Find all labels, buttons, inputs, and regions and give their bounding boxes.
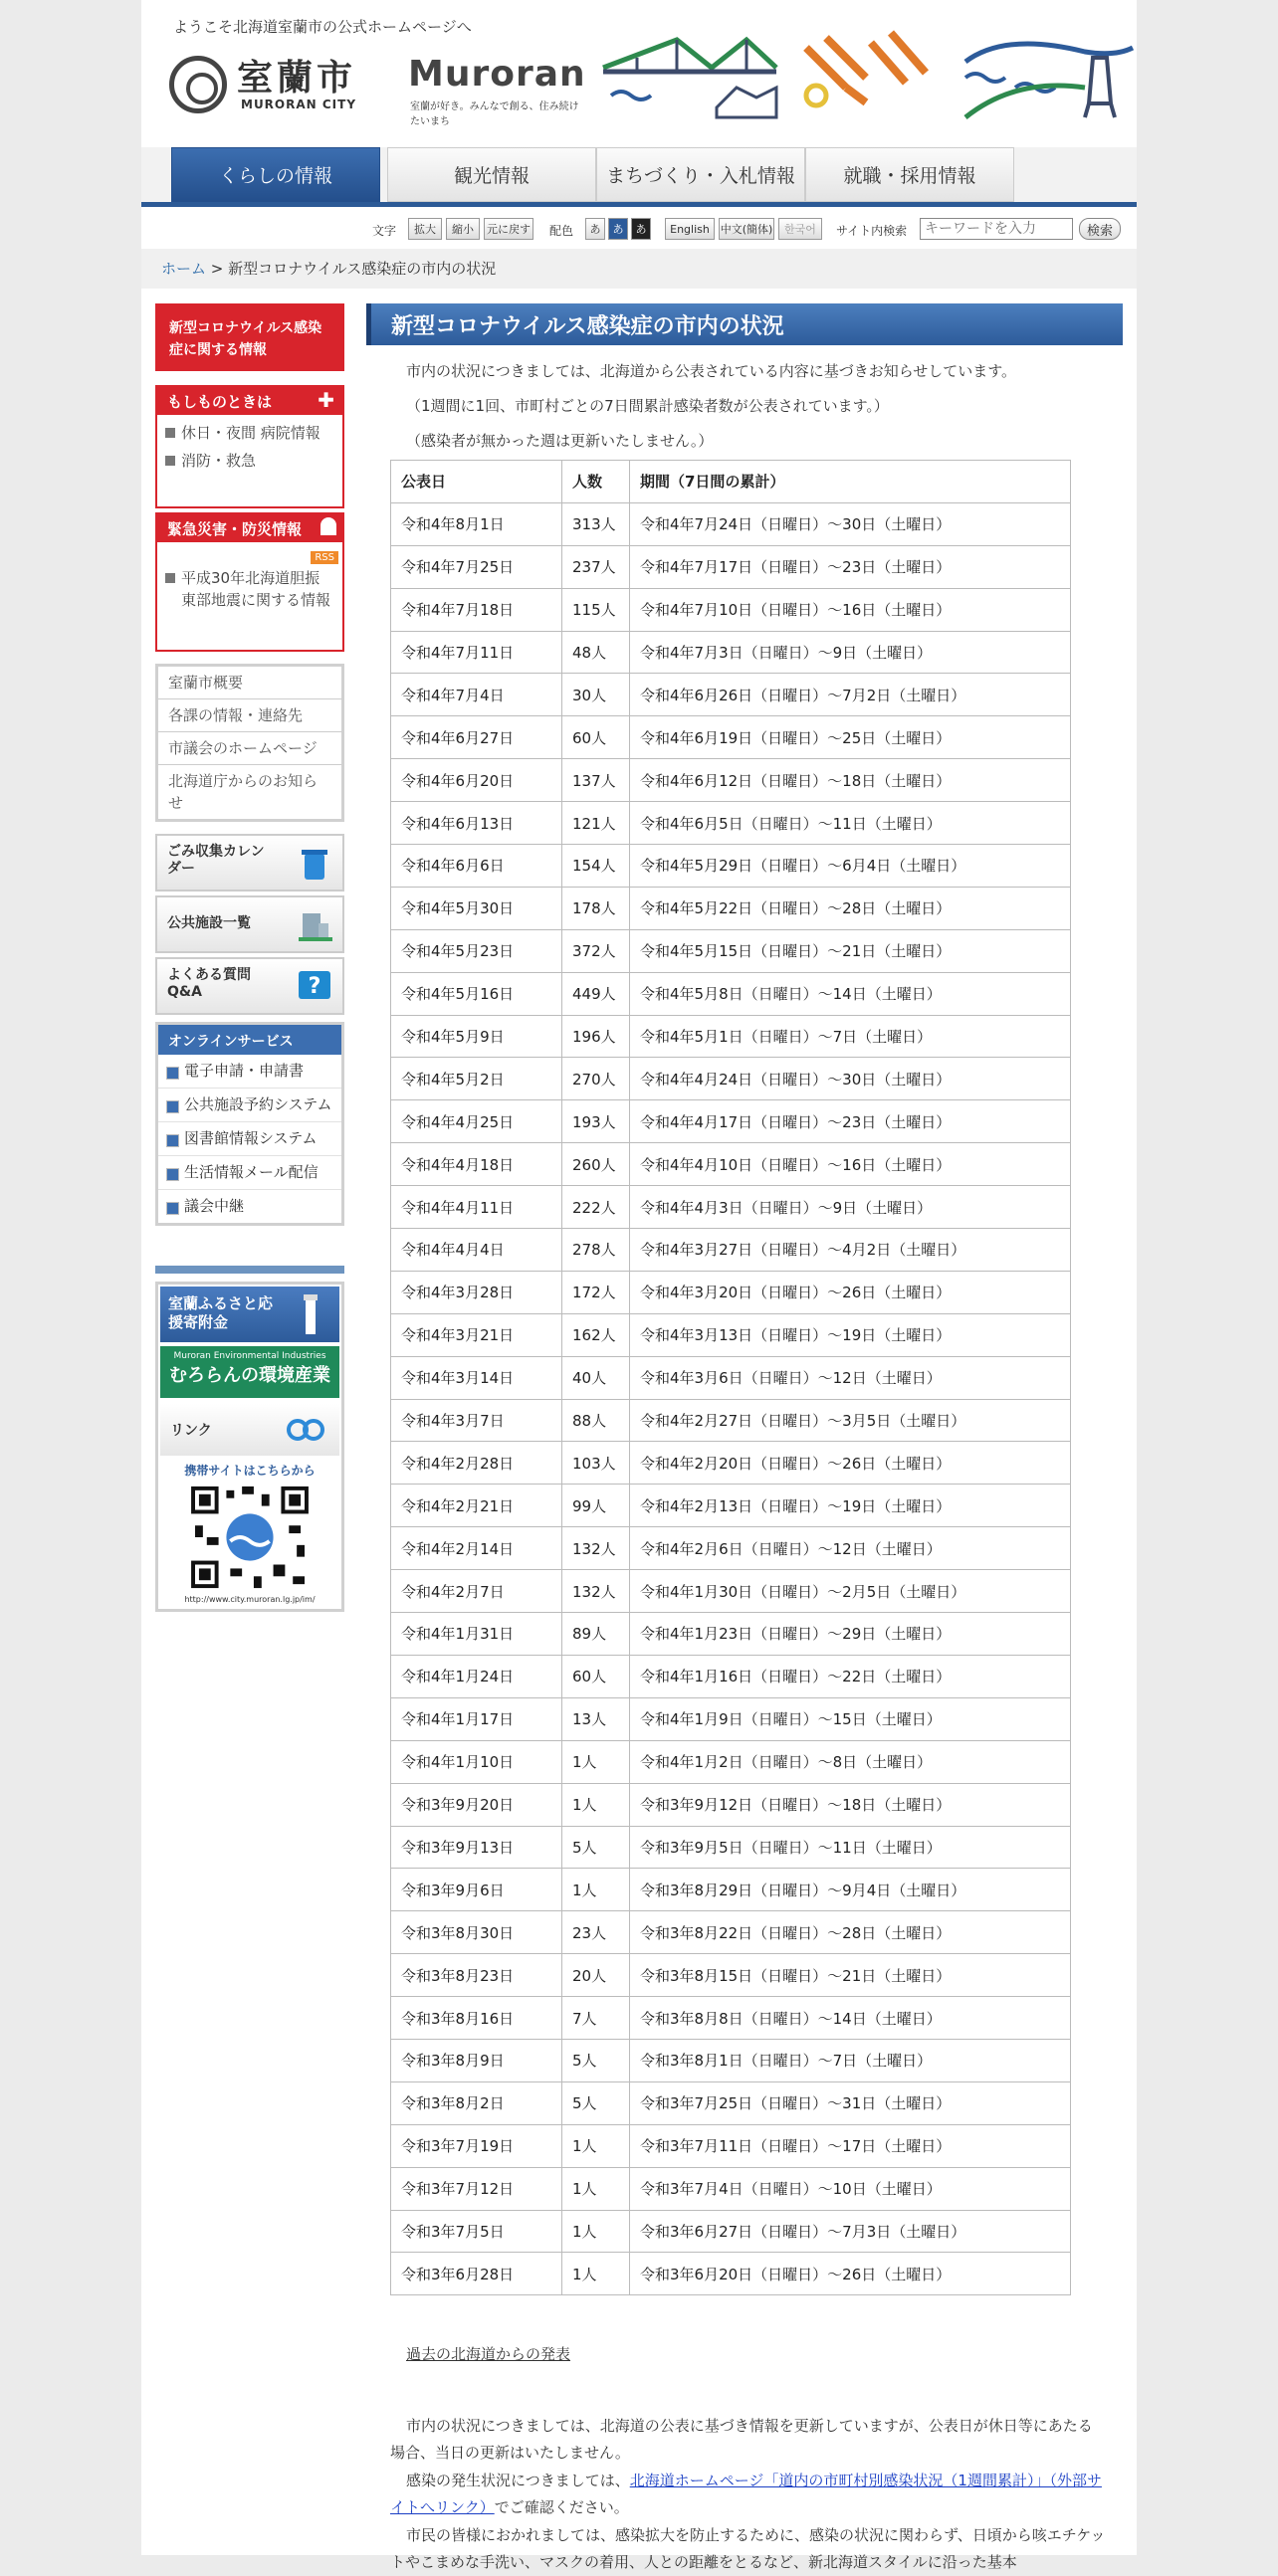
cell-period: 令和4年5月15日（日曜日）～21日（土曜日） xyxy=(630,929,1071,972)
table-row xyxy=(391,1954,1071,1997)
table-row xyxy=(391,802,1071,845)
cell-date: 令和4年6月13日 xyxy=(391,802,562,845)
cell-date: 令和4年1月24日 xyxy=(391,1655,562,1697)
cell-date: 令和4年5月30日 xyxy=(391,887,562,929)
color-label: 配色 xyxy=(549,224,574,238)
cell-date: 令和4年6月6日 xyxy=(391,845,562,888)
cell-date: 令和4年7月11日 xyxy=(391,631,562,674)
table-row xyxy=(391,887,1071,929)
sidebar-link-overview[interactable]: 室蘭市概要 xyxy=(158,667,341,699)
cases-table-body xyxy=(391,502,1071,2294)
cell-date: 令和4年5月2日 xyxy=(391,1058,562,1100)
sidebar-link-hokkaido[interactable]: 北海道庁からのお知らせ xyxy=(168,772,319,812)
table-header-row xyxy=(391,461,1071,503)
cell-period: 令和4年3月27日（日曜日）～4月2日（土曜日） xyxy=(630,1229,1071,1272)
header-count: 人数 xyxy=(562,461,630,503)
tab-machizukuri[interactable]: まちづくり・入札情報 xyxy=(596,147,805,202)
cell-date: 令和3年8月9日 xyxy=(391,2039,562,2081)
intro-line-2: （1週間に1回、市町村ごとの7日間累計感染者数が公表されています。） xyxy=(406,397,889,415)
furusato-label: 室蘭ふるさと応援寄附金 xyxy=(168,1294,274,1331)
cell-count: 115人 xyxy=(562,588,630,631)
cell-period: 令和4年7月3日（日曜日）～9日（土曜日） xyxy=(630,631,1071,674)
cell-date: 令和4年7月25日 xyxy=(391,545,562,588)
tab-shushoku[interactable]: 就職・採用情報 xyxy=(805,147,1014,202)
site-logo[interactable] xyxy=(169,50,587,127)
cell-count: 372人 xyxy=(562,929,630,972)
table-row xyxy=(391,1356,1071,1399)
cell-period: 令和4年4月10日（日曜日）～16日（土曜日） xyxy=(630,1143,1071,1186)
table-row xyxy=(391,1229,1071,1272)
table-row xyxy=(391,588,1071,631)
cell-date: 令和4年4月25日 xyxy=(391,1100,562,1143)
mobile-site-url: http://www.city.muroran.lg.jp/im/ xyxy=(184,1595,316,1604)
cell-date: 令和3年9月13日 xyxy=(391,1826,562,1869)
breadcrumb-separator: > xyxy=(206,260,229,278)
table-row xyxy=(391,929,1071,972)
header-illustration xyxy=(597,28,1135,127)
tab-kanko[interactable]: 観光情報 xyxy=(387,147,596,202)
cell-count: 260人 xyxy=(562,1143,630,1186)
cell-count: 5人 xyxy=(562,2039,630,2081)
table-row xyxy=(391,2039,1071,2081)
cell-period: 令和4年5月1日（日曜日）～7日（土曜日） xyxy=(630,1015,1071,1058)
cell-count: 178人 xyxy=(562,887,630,929)
cell-period: 令和3年6月27日（日曜日）～7月3日（土曜日） xyxy=(630,2210,1071,2253)
cell-date: 令和4年4月11日 xyxy=(391,1186,562,1229)
logo-english: MURORAN CITY xyxy=(241,98,357,111)
table-row xyxy=(391,1911,1071,1954)
promo-banners xyxy=(155,1282,344,1612)
table-row xyxy=(391,2167,1071,2210)
online-item-council-stream[interactable]: 議会中継 xyxy=(158,1190,341,1223)
cell-date: 令和4年5月9日 xyxy=(391,1015,562,1058)
cell-date: 令和4年2月7日 xyxy=(391,1570,562,1613)
cell-count: 278人 xyxy=(562,1229,630,1272)
plus-icon: ✚ xyxy=(318,388,334,412)
cell-date: 令和3年8月2日 xyxy=(391,2081,562,2124)
cell-period: 令和4年6月26日（日曜日）～7月2日（土曜日） xyxy=(630,674,1071,716)
city-seal-icon xyxy=(169,56,227,113)
cell-period: 令和4年3月6日（日曜日）～12日（土曜日） xyxy=(630,1356,1071,1399)
cell-count: 154人 xyxy=(562,845,630,888)
english-button[interactable]: English xyxy=(665,218,715,240)
faq-label: よくある質問Q&A xyxy=(167,967,251,1000)
cell-period: 令和4年6月5日（日曜日）～11日（土曜日） xyxy=(630,802,1071,845)
cell-period: 令和4年3月13日（日曜日）～19日（土曜日） xyxy=(630,1313,1071,1356)
lighthouse-icon xyxy=(296,1290,325,1338)
cell-count: 60人 xyxy=(562,1655,630,1697)
search-input[interactable] xyxy=(920,218,1073,240)
korean-button[interactable]: 한국어 xyxy=(778,218,822,240)
cell-date: 令和3年7月12日 xyxy=(391,2167,562,2210)
svg-text:?: ? xyxy=(308,974,321,999)
sidebar-item-earthquake[interactable]: 平成30年北海道胆振東部地震に関する情報 xyxy=(157,564,342,614)
cell-period: 令和4年2月13日（日曜日）～19日（土曜日） xyxy=(630,1485,1071,1527)
breadcrumb-current: 新型コロナウイルス感染症の市内の状況 xyxy=(228,260,497,278)
cell-period: 令和4年1月23日（日曜日）～29日（土曜日） xyxy=(630,1613,1071,1656)
chain-link-icon xyxy=(284,1418,327,1442)
welcome-text: ようこそ北海道室蘭市の公式ホームページへ xyxy=(173,18,472,36)
cell-count: 132人 xyxy=(562,1570,630,1613)
kankyo-title: むろらんの環境産業 xyxy=(169,1365,330,1386)
cell-period: 令和3年6月20日（日曜日）～26日（土曜日） xyxy=(630,2253,1071,2295)
cell-count: 1人 xyxy=(562,2253,630,2295)
cell-date: 令和4年1月31日 xyxy=(391,1613,562,1656)
rss-icon[interactable]: RSS xyxy=(311,551,338,564)
cell-date: 令和4年8月1日 xyxy=(391,502,562,545)
cell-count: 40人 xyxy=(562,1356,630,1399)
cell-date: 令和4年4月18日 xyxy=(391,1143,562,1186)
cell-count: 1人 xyxy=(562,1869,630,1911)
cell-count: 222人 xyxy=(562,1186,630,1229)
table-row xyxy=(391,1442,1071,1485)
cell-period: 令和4年4月24日（日曜日）～30日（土曜日） xyxy=(630,1058,1071,1100)
table-row xyxy=(391,1271,1071,1313)
breadcrumb-home-link[interactable]: ホーム xyxy=(161,260,207,278)
table-row xyxy=(391,1485,1071,1527)
logo-roman: Muroran xyxy=(408,54,586,95)
table-row xyxy=(391,1186,1071,1229)
cell-count: 270人 xyxy=(562,1058,630,1100)
sidebar-item-hospital[interactable]: 休日・夜間 病院情報 xyxy=(157,419,342,447)
cell-period: 令和3年8月1日（日曜日）～7日（土曜日） xyxy=(630,2039,1071,2081)
cell-period: 令和4年6月12日（日曜日）～18日（土曜日） xyxy=(630,759,1071,802)
color-white-button[interactable]: あ xyxy=(585,218,605,240)
cell-period: 令和4年2月27日（日曜日）～3月5日（土曜日） xyxy=(630,1399,1071,1442)
table-row xyxy=(391,545,1071,588)
sidebar-link-council[interactable]: 市議会のホームページ xyxy=(158,732,341,765)
table-row xyxy=(391,1570,1071,1613)
page-title: 新型コロナウイルス感染症の市内の状況 xyxy=(366,303,1123,345)
emergency-section xyxy=(155,385,344,508)
header-period: 期間（7日間の累計） xyxy=(630,461,1071,503)
cell-count: 132人 xyxy=(562,1527,630,1570)
table-row xyxy=(391,1697,1071,1740)
cell-count: 103人 xyxy=(562,1442,630,1485)
cell-period: 令和4年3月20日（日曜日）～26日（土曜日） xyxy=(630,1271,1071,1313)
emergency-heading xyxy=(157,387,342,415)
public-facilities-label: 公共施設一覧 xyxy=(167,915,251,931)
sidebar-links xyxy=(155,664,344,822)
cell-period: 令和4年4月17日（日曜日）～23日（土曜日） xyxy=(630,1100,1071,1143)
cell-count: 88人 xyxy=(562,1399,630,1442)
cell-date: 令和3年9月6日 xyxy=(391,1869,562,1911)
logo-tagline: 室蘭が好き。みんなで創る、住み続けたいまち xyxy=(410,101,579,127)
building-icon xyxy=(297,907,332,943)
cell-date: 令和4年1月17日 xyxy=(391,1697,562,1740)
table-row xyxy=(391,1015,1071,1058)
table-row xyxy=(391,1399,1071,1442)
breadcrumb xyxy=(141,249,1137,289)
hokkaido-status-link[interactable]: 北海道ホームページ「道内の市町村別感染状況（1週間累計）」（外部サイトへリンク） xyxy=(390,2472,1102,2516)
table-row xyxy=(391,972,1071,1015)
cell-period: 令和4年7月10日（日曜日）～16日（土曜日） xyxy=(630,588,1071,631)
online-item-reservation[interactable]: 公共施設予約システム xyxy=(158,1089,341,1122)
site-search-label: サイト内検索 xyxy=(836,224,908,238)
cell-period: 令和3年7月25日（日曜日）～31日（土曜日） xyxy=(630,2081,1071,2124)
online-services xyxy=(155,1022,344,1226)
cell-period: 令和3年9月12日（日曜日）～18日（土曜日） xyxy=(630,1783,1071,1826)
public-facilities-banner[interactable] xyxy=(155,895,344,953)
cell-count: 449人 xyxy=(562,972,630,1015)
cell-date: 令和3年7月19日 xyxy=(391,2124,562,2167)
table-row xyxy=(391,2210,1071,2253)
furusato-donation-banner[interactable] xyxy=(160,1287,339,1342)
cell-period: 令和3年8月29日（日曜日）～9月4日（土曜日） xyxy=(630,1869,1071,1911)
links-label: リンク xyxy=(170,1423,212,1439)
cell-period: 令和3年8月8日（日曜日）～14日（土曜日） xyxy=(630,1997,1071,2040)
cell-count: 1人 xyxy=(562,2210,630,2253)
cell-count: 1人 xyxy=(562,1783,630,1826)
question-icon xyxy=(297,969,332,1005)
cell-period: 令和4年2月20日（日曜日）～26日（土曜日） xyxy=(630,1442,1071,1485)
cell-period: 令和4年2月6日（日曜日）～12日（土曜日） xyxy=(630,1527,1071,1570)
table-row xyxy=(391,1869,1071,1911)
cell-count: 313人 xyxy=(562,502,630,545)
cell-count: 20人 xyxy=(562,1954,630,1997)
search-button[interactable]: 検索 xyxy=(1079,218,1121,240)
cell-count: 23人 xyxy=(562,1911,630,1954)
cell-date: 令和4年7月4日 xyxy=(391,674,562,716)
cell-date: 令和4年3月21日 xyxy=(391,1313,562,1356)
cell-period: 令和4年7月17日（日曜日）～23日（土曜日） xyxy=(630,545,1071,588)
cell-period: 令和4年5月8日（日曜日）～14日（土曜日） xyxy=(630,972,1071,1015)
cell-date: 令和3年8月23日 xyxy=(391,1954,562,1997)
page xyxy=(141,0,1137,2571)
table-row xyxy=(391,1740,1071,1783)
table-row xyxy=(391,1997,1071,2040)
accessibility-toolbar xyxy=(141,213,1137,245)
cell-date: 令和4年5月23日 xyxy=(391,929,562,972)
garbage-calendar-label: ごみ収集カレンダー xyxy=(167,844,265,877)
rss-row xyxy=(157,542,342,564)
trash-bin-icon xyxy=(297,846,332,882)
faq-banner[interactable] xyxy=(155,957,344,1015)
tab-kurashi[interactable]: くらしの情報 xyxy=(171,147,380,202)
table-row xyxy=(391,845,1071,888)
table-row xyxy=(391,1826,1071,1869)
cell-period: 令和3年8月15日（日曜日）～21日（土曜日） xyxy=(630,1954,1071,1997)
table-row xyxy=(391,1143,1071,1186)
cell-date: 令和4年2月14日 xyxy=(391,1527,562,1570)
online-services-heading: オンラインサービス xyxy=(158,1025,341,1055)
cell-count: 48人 xyxy=(562,631,630,674)
cell-date: 令和4年6月27日 xyxy=(391,716,562,759)
cell-date: 令和4年2月21日 xyxy=(391,1485,562,1527)
cell-period: 令和3年7月4日（日曜日）～10日（土曜日） xyxy=(630,2167,1071,2210)
cell-date: 令和3年9月20日 xyxy=(391,1783,562,1826)
cell-count: 137人 xyxy=(562,759,630,802)
logo-japanese: 室蘭市 xyxy=(237,58,357,99)
online-item-library[interactable]: 図書館情報システム xyxy=(158,1122,341,1156)
cell-date: 令和4年1月10日 xyxy=(391,1740,562,1783)
table-row xyxy=(391,1058,1071,1100)
cell-count: 1人 xyxy=(562,2167,630,2210)
cell-date: 令和4年3月14日 xyxy=(391,1356,562,1399)
cell-period: 令和3年7月11日（日曜日）～17日（土曜日） xyxy=(630,2124,1071,2167)
color-blue-button[interactable]: あ xyxy=(608,218,628,240)
sidebar-link-departments[interactable]: 各課の情報・連絡先 xyxy=(158,699,341,732)
table-row xyxy=(391,502,1071,545)
past-announcements-link[interactable]: 過去の北海道からの発表 xyxy=(406,2345,571,2363)
cell-period: 令和4年4月3日（日曜日）～9日（土曜日） xyxy=(630,1186,1071,1229)
global-nav xyxy=(141,147,1137,207)
emergency-heading-text: もしものときは xyxy=(167,393,273,411)
mobile-site-label: 携帯サイトはこちらから xyxy=(184,1464,316,1478)
kankyo-subtitle: Muroran Environmental Industries xyxy=(173,1351,326,1361)
table-row xyxy=(391,2124,1071,2167)
disaster-heading xyxy=(157,514,342,542)
table-row xyxy=(391,1613,1071,1656)
links-banner[interactable] xyxy=(160,1404,339,1456)
online-item-application[interactable]: 電子申請・申請書 xyxy=(158,1055,341,1089)
text-reset-button[interactable]: 元に戻す xyxy=(484,218,533,240)
cell-count: 196人 xyxy=(562,1015,630,1058)
cell-date: 令和4年7月18日 xyxy=(391,588,562,631)
intro-line-1: 市内の状況につきましては、北海道から公表されている内容に基づきお知らせしています。 xyxy=(406,362,1017,380)
table-row xyxy=(391,1655,1071,1697)
cell-count: 99人 xyxy=(562,1485,630,1527)
chinese-button[interactable]: 中文(簡体) xyxy=(719,218,774,240)
cell-date: 令和3年8月16日 xyxy=(391,1997,562,2040)
cell-count: 13人 xyxy=(562,1697,630,1740)
sidebar-item-fire[interactable]: 消防・救急 xyxy=(157,447,342,475)
cell-period: 令和4年1月9日（日曜日）～15日（土曜日） xyxy=(630,1697,1071,1740)
infection-note-suffix: でご確認ください。 xyxy=(494,2498,629,2516)
disaster-heading-text: 緊急災害・防災情報 xyxy=(167,520,303,538)
cell-period: 令和3年8月22日（日曜日）～28日（土曜日） xyxy=(630,1911,1071,1954)
cell-period: 令和4年1月30日（日曜日）～2月5日（土曜日） xyxy=(630,1570,1071,1613)
cell-period: 令和4年7月24日（日曜日）～30日（土曜日） xyxy=(630,502,1071,545)
cell-count: 172人 xyxy=(562,1271,630,1313)
cell-period: 令和3年9月5日（日曜日）～11日（土曜日） xyxy=(630,1826,1071,1869)
table-row xyxy=(391,674,1071,716)
siren-icon xyxy=(320,517,336,535)
sidebar-divider xyxy=(155,1266,344,1274)
environmental-industry-banner[interactable] xyxy=(160,1346,339,1398)
table-row xyxy=(391,2253,1071,2295)
covid-info-link[interactable]: 新型コロナウイルス感染症に関する情報 xyxy=(155,303,344,371)
cell-count: 1人 xyxy=(562,2124,630,2167)
table-row xyxy=(391,716,1071,759)
table-row xyxy=(391,631,1071,674)
cell-count: 60人 xyxy=(562,716,630,759)
cell-period: 令和4年1月16日（日曜日）～22日（土曜日） xyxy=(630,1655,1071,1697)
cell-period: 令和4年5月29日（日曜日）～6月4日（土曜日） xyxy=(630,845,1071,888)
cell-period: 令和4年1月2日（日曜日）～8日（土曜日） xyxy=(630,1740,1071,1783)
update-note: 市内の状況につきましては、北海道の公表に基づき情報を更新していますが、公表日が休日等にあたる場合、当日の更新はいたしません。 xyxy=(390,2417,1093,2462)
mobile-site-qr[interactable] xyxy=(160,1462,339,1609)
cell-date: 令和3年8月30日 xyxy=(391,1911,562,1954)
table-row xyxy=(391,1527,1071,1570)
cell-count: 1人 xyxy=(562,1740,630,1783)
cell-date: 令和4年5月16日 xyxy=(391,972,562,1015)
text-enlarge-button[interactable]: 拡大 xyxy=(408,218,442,240)
text-size-label: 文字 xyxy=(372,224,397,238)
table-row xyxy=(391,759,1071,802)
cell-date: 令和4年2月28日 xyxy=(391,1442,562,1485)
prevention-note: 市民の皆様におかれましては、感染拡大を防止するために、感染の状況に関わらず、日頃から咳エチケットやこまめな手洗い、マスクの着用、人との距離をとるなど、新北海道スタイルに沿った基本 xyxy=(390,2526,1106,2571)
qr-code-icon xyxy=(186,1483,314,1592)
text-shrink-button[interactable]: 縮小 xyxy=(446,218,480,240)
cell-count: 193人 xyxy=(562,1100,630,1143)
cell-date: 令和4年3月28日 xyxy=(391,1271,562,1313)
cell-date: 令和4年4月4日 xyxy=(391,1229,562,1272)
disaster-section xyxy=(155,512,344,652)
cell-count: 121人 xyxy=(562,802,630,845)
color-black-button[interactable]: あ xyxy=(631,218,651,240)
cases-table xyxy=(390,460,1071,2295)
table-row xyxy=(391,1783,1071,1826)
cell-date: 令和3年7月5日 xyxy=(391,2210,562,2253)
cell-count: 162人 xyxy=(562,1313,630,1356)
online-item-mail[interactable]: 生活情報メール配信 xyxy=(158,1156,341,1190)
cell-count: 89人 xyxy=(562,1613,630,1656)
cell-date: 令和4年6月20日 xyxy=(391,759,562,802)
cell-count: 5人 xyxy=(562,2081,630,2124)
table-row xyxy=(391,2081,1071,2124)
cell-count: 5人 xyxy=(562,1826,630,1869)
cell-period: 令和4年6月19日（日曜日）～25日（土曜日） xyxy=(630,716,1071,759)
table-row xyxy=(391,1313,1071,1356)
cell-count: 237人 xyxy=(562,545,630,588)
infection-note-prefix: 感染の発生状況につきましては、 xyxy=(406,2472,630,2489)
cell-date: 令和4年3月7日 xyxy=(391,1399,562,1442)
intro-line-3: （感染者が無かった週は更新いたしません。） xyxy=(406,432,714,450)
cell-count: 30人 xyxy=(562,674,630,716)
table-row xyxy=(391,1100,1071,1143)
header-date: 公表日 xyxy=(391,461,562,503)
cell-date: 令和3年6月28日 xyxy=(391,2253,562,2295)
garbage-calendar-banner[interactable] xyxy=(155,834,344,892)
cell-period: 令和4年5月22日（日曜日）～28日（土曜日） xyxy=(630,887,1071,929)
cell-count: 7人 xyxy=(562,1997,630,2040)
infection-status-note xyxy=(390,2468,1107,2521)
